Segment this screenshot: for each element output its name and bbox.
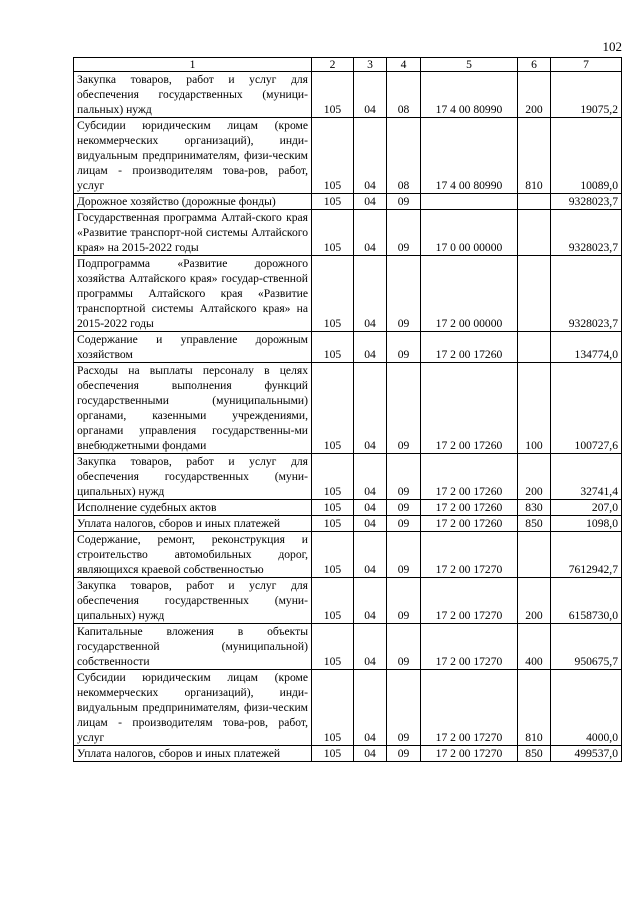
column-header-6: 6 — [518, 58, 551, 72]
ministry-code-cell: 105 — [312, 500, 354, 516]
subsection-code-cell: 09 — [387, 500, 421, 516]
expense-type-cell — [518, 532, 551, 578]
ministry-code-cell: 105 — [312, 624, 354, 670]
column-header-3: 3 — [354, 58, 387, 72]
ministry-code-cell: 105 — [312, 578, 354, 624]
table-row — [74, 516, 622, 532]
ministry-code-cell: 105 — [312, 118, 354, 194]
subsection-code-cell: 09 — [387, 454, 421, 500]
amount-cell: 6158730,0 — [551, 578, 622, 624]
amount-cell: 4000,0 — [551, 670, 622, 746]
ministry-code-cell: 105 — [312, 72, 354, 118]
amount-cell: 950675,7 — [551, 624, 622, 670]
section-code-cell: 04 — [354, 118, 387, 194]
ministry-code-cell: 105 — [312, 194, 354, 210]
expense-name-cell: Капитальные вложения в объекты государственной (муниципальной) собственности — [74, 624, 312, 670]
section-code-cell: 04 — [354, 578, 387, 624]
column-header-2: 2 — [312, 58, 354, 72]
amount-cell: 207,0 — [551, 500, 622, 516]
expense-type-cell: 100 — [518, 363, 551, 454]
subsection-code-cell: 08 — [387, 118, 421, 194]
expense-type-cell: 200 — [518, 578, 551, 624]
expense-type-cell: 810 — [518, 118, 551, 194]
section-code-cell: 04 — [354, 500, 387, 516]
amount-cell: 9328023,7 — [551, 194, 622, 210]
section-code-cell: 04 — [354, 516, 387, 532]
table-header-row — [74, 58, 622, 72]
expense-type-cell — [518, 256, 551, 332]
column-header-4: 4 — [387, 58, 421, 72]
subsection-code-cell: 08 — [387, 72, 421, 118]
amount-cell: 9328023,7 — [551, 210, 622, 256]
target-article-cell — [421, 194, 518, 210]
expense-name-cell: Закупка товаров, работ и услуг для обеспечения государственных (муници-пальных) нужд — [74, 72, 312, 118]
table-row — [74, 256, 622, 332]
expense-type-cell: 200 — [518, 454, 551, 500]
subsection-code-cell: 09 — [387, 578, 421, 624]
subsection-code-cell: 09 — [387, 194, 421, 210]
table-row — [74, 363, 622, 454]
expense-type-cell: 850 — [518, 516, 551, 532]
target-article-cell: 17 2 00 00000 — [421, 256, 518, 332]
ministry-code-cell: 105 — [312, 516, 354, 532]
section-code-cell: 04 — [354, 670, 387, 746]
ministry-code-cell: 105 — [312, 746, 354, 762]
table-row — [74, 500, 622, 516]
ministry-code-cell: 105 — [312, 210, 354, 256]
expense-name-cell: Содержание, ремонт, реконструкция и строительство автомобильных дорог, являющихся краевой собственностью — [74, 532, 312, 578]
section-code-cell: 04 — [354, 72, 387, 118]
expense-name-cell: Дорожное хозяйство (дорожные фонды) — [74, 194, 312, 210]
table-row — [74, 210, 622, 256]
target-article-cell: 17 0 00 00000 — [421, 210, 518, 256]
section-code-cell: 04 — [354, 210, 387, 256]
expense-name-cell: Исполнение судебных актов — [74, 500, 312, 516]
page-number: 102 — [602, 39, 622, 54]
expense-name-cell: Государственная программа Алтай-ского края «Развитие транспорт-ной системы Алтайского края» на 2015-2022 годы — [74, 210, 312, 256]
subsection-code-cell: 09 — [387, 332, 421, 363]
target-article-cell: 17 2 00 17270 — [421, 746, 518, 762]
ministry-code-cell: 105 — [312, 363, 354, 454]
table-row — [74, 624, 622, 670]
subsection-code-cell: 09 — [387, 516, 421, 532]
table-row — [74, 454, 622, 500]
amount-cell: 499537,0 — [551, 746, 622, 762]
subsection-code-cell: 09 — [387, 256, 421, 332]
expense-type-cell — [518, 194, 551, 210]
expense-name-cell: Субсидии юридическим лицам (кроме некоммерческих организаций), инди-видуальным предпринимателям, физи-ческим лицам - производителям това-ров, работ, услуг — [74, 118, 312, 194]
subsection-code-cell: 09 — [387, 363, 421, 454]
target-article-cell: 17 2 00 17270 — [421, 624, 518, 670]
target-article-cell: 17 2 00 17260 — [421, 516, 518, 532]
budget-table — [73, 57, 622, 762]
ministry-code-cell: 105 — [312, 670, 354, 746]
expense-name-cell: Уплата налогов, сборов и иных платежей — [74, 516, 312, 532]
subsection-code-cell: 09 — [387, 670, 421, 746]
subsection-code-cell: 09 — [387, 624, 421, 670]
table-row — [74, 578, 622, 624]
ministry-code-cell: 105 — [312, 454, 354, 500]
amount-cell: 100727,6 — [551, 363, 622, 454]
expense-type-cell — [518, 332, 551, 363]
table-row — [74, 532, 622, 578]
expense-name-cell: Расходы на выплаты персоналу в целях обеспечения выполнения функций государственными (муниципальными) органами, казенными учреждениями, органами управления государственны-ми внебюджетными фондами — [74, 363, 312, 454]
section-code-cell: 04 — [354, 194, 387, 210]
ministry-code-cell: 105 — [312, 532, 354, 578]
table-row — [74, 194, 622, 210]
table-row — [74, 72, 622, 118]
target-article-cell: 17 2 00 17270 — [421, 532, 518, 578]
target-article-cell: 17 4 00 80990 — [421, 118, 518, 194]
expense-type-cell: 400 — [518, 624, 551, 670]
target-article-cell: 17 2 00 17260 — [421, 363, 518, 454]
target-article-cell: 17 2 00 17270 — [421, 578, 518, 624]
subsection-code-cell: 09 — [387, 746, 421, 762]
amount-cell: 1098,0 — [551, 516, 622, 532]
ministry-code-cell: 105 — [312, 332, 354, 363]
amount-cell: 10089,0 — [551, 118, 622, 194]
expense-name-cell: Содержание и управление дорожным хозяйством — [74, 332, 312, 363]
column-header-1: 1 — [74, 58, 312, 72]
target-article-cell: 17 2 00 17260 — [421, 454, 518, 500]
subsection-code-cell: 09 — [387, 210, 421, 256]
target-article-cell: 17 4 00 80990 — [421, 72, 518, 118]
target-article-cell: 17 2 00 17270 — [421, 670, 518, 746]
target-article-cell: 17 2 00 17260 — [421, 500, 518, 516]
ministry-code-cell: 105 — [312, 256, 354, 332]
amount-cell: 7612942,7 — [551, 532, 622, 578]
amount-cell: 134774,0 — [551, 332, 622, 363]
expense-type-cell: 850 — [518, 746, 551, 762]
section-code-cell: 04 — [354, 363, 387, 454]
expense-name-cell: Закупка товаров, работ и услуг для обеспечения государственных (муни-ципальных) нужд — [74, 454, 312, 500]
section-code-cell: 04 — [354, 332, 387, 363]
table-row — [74, 746, 622, 762]
target-article-cell: 17 2 00 17260 — [421, 332, 518, 363]
expense-name-cell: Подпрограмма «Развитие дорожного хозяйства Алтайского края» государ-ственной программы Алтайского края «Развитие транспортной системы Алтайского края» на 2015-2022 годы — [74, 256, 312, 332]
table-row — [74, 118, 622, 194]
expense-type-cell: 200 — [518, 72, 551, 118]
expense-name-cell: Уплата налогов, сборов и иных платежей — [74, 746, 312, 762]
expense-name-cell: Субсидии юридическим лицам (кроме некоммерческих организаций), инди-видуальным предпринимателям, физи-ческим лицам - производителям това-ров, работ, услуг — [74, 670, 312, 746]
table-body — [74, 72, 622, 762]
expense-name-cell: Закупка товаров, работ и услуг для обеспечения государственных (муни-ципальных) нужд — [74, 578, 312, 624]
expense-type-cell: 830 — [518, 500, 551, 516]
section-code-cell: 04 — [354, 256, 387, 332]
section-code-cell: 04 — [354, 746, 387, 762]
expense-type-cell: 810 — [518, 670, 551, 746]
amount-cell: 9328023,7 — [551, 256, 622, 332]
section-code-cell: 04 — [354, 454, 387, 500]
column-header-5: 5 — [421, 58, 518, 72]
amount-cell: 32741,4 — [551, 454, 622, 500]
subsection-code-cell: 09 — [387, 532, 421, 578]
table-row — [74, 332, 622, 363]
column-header-7: 7 — [551, 58, 622, 72]
amount-cell: 19075,2 — [551, 72, 622, 118]
table-row — [74, 670, 622, 746]
expense-type-cell — [518, 210, 551, 256]
section-code-cell: 04 — [354, 532, 387, 578]
section-code-cell: 04 — [354, 624, 387, 670]
